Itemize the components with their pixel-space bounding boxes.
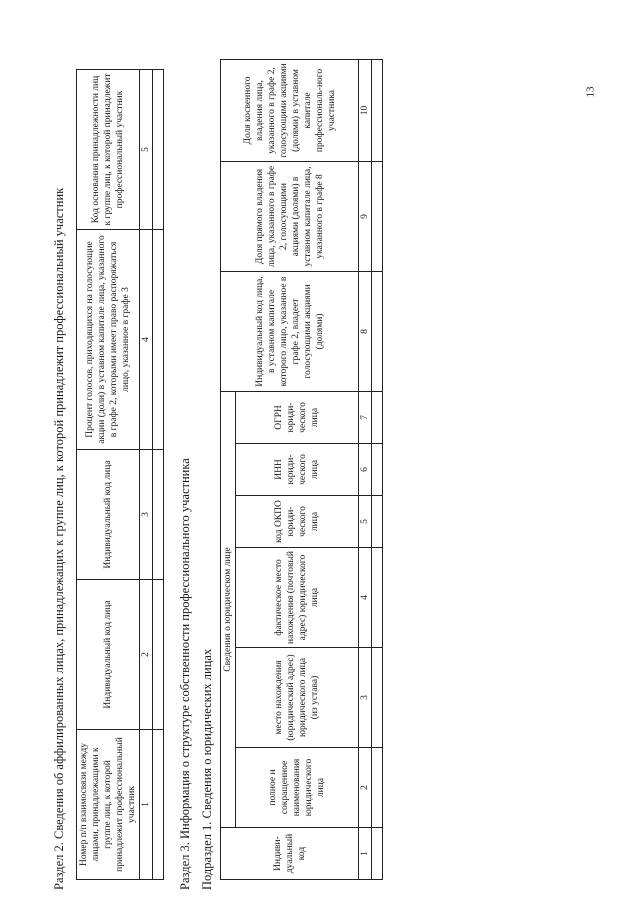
s3-header-col4: фактическое место нахождения (почтовый адрес) юридического лица: [236, 548, 359, 648]
s3-num-7: 7: [359, 391, 372, 443]
subsection1-title: Подраздел 1. Сведения о юридических лицах: [200, 648, 214, 890]
s2-num-5: 5: [140, 70, 153, 230]
section3-empty-row: [372, 59, 383, 879]
s3-empty-cell: [372, 548, 383, 648]
s2-header-5: Код основания принадлежности лиц к группе лиц, к которой принадлежит профессиональный участник: [77, 70, 140, 230]
s2-empty-cell: [153, 580, 164, 730]
s3-empty-cell: [372, 59, 383, 161]
rotated-page-content: [20, 10, 620, 890]
s3-empty-cell: [372, 748, 383, 828]
s3-empty-cell: [372, 271, 383, 391]
s3-header-col7: ОГРН юриди-ческого лица: [236, 391, 359, 443]
s2-empty-cell: [153, 730, 164, 880]
s2-empty-cell: [153, 230, 164, 450]
s3-header-col10: Доля косвенного владения лица, указанного в графе 2, голосующими акциями (долями) в уставном капитале профессиональ-ного участника: [221, 59, 359, 161]
s3-num-5: 5: [359, 496, 372, 548]
section2-empty-row: [153, 70, 164, 880]
s2-header-1: Номер п/п взаимосвязи между лицами, принадлежащими к группе лиц, к которой принадлежит профессиональный участник: [77, 730, 140, 880]
s3-empty-cell: [372, 391, 383, 443]
s2-num-1: 1: [140, 730, 153, 880]
section3-table: [220, 59, 383, 880]
section2-table: [76, 69, 164, 880]
s3-num-4: 4: [359, 548, 372, 648]
s3-empty-cell: [372, 828, 383, 880]
s2-empty-cell: [153, 70, 164, 230]
s3-header-col8: Индивидуальный код лица, в уставном капитале которого лицо, указанное в графе 2, владеет голосующими акциями (долями): [221, 271, 359, 391]
s3-header-col9: Доля прямого владения лица, указанного в графе 2, голосующими акциями (долями) в уставном капитале лица, указанного в графе 8: [221, 161, 359, 271]
s3-header-col2: полное и сокращенное наименования юридического лица: [236, 748, 359, 828]
s3-header-col6: ИНН юриди-ческого лица: [236, 444, 359, 496]
s3-num-9: 9: [359, 161, 372, 271]
s2-num-2: 2: [140, 580, 153, 730]
page-number: 13: [584, 86, 597, 98]
section3-number-row: [359, 59, 372, 879]
s2-empty-cell: [153, 450, 164, 580]
section2-title: Раздел 2. Сведения об аффилированных лицах, принадлежащих к группе лиц, к которой принадлежит профессиональный участник: [52, 187, 66, 890]
section2-header-row: [77, 70, 140, 880]
s3-num-8: 8: [359, 271, 372, 391]
s3-empty-cell: [372, 444, 383, 496]
s3-group-header: Сведения о юридическом лице: [221, 391, 236, 827]
s3-empty-cell: [372, 648, 383, 748]
section3-group-header-row: [221, 59, 236, 879]
s3-num-3: 3: [359, 648, 372, 748]
s2-header-4: Процент голосов, приходящихся на голосующие акции (доли) в уставном капитале лица, указанного в графе 2, которыми имеет право распоряжаться лицо, указанное в графе 3: [77, 230, 140, 450]
s3-header-col5: код ОКПО юриди-ческого лица: [236, 496, 359, 548]
s3-header-individual-code: Индиви-дуальный код: [221, 828, 359, 880]
s3-num-1: 1: [359, 828, 372, 880]
s3-num-6: 6: [359, 444, 372, 496]
s3-num-2: 2: [359, 748, 372, 828]
section2-number-row: [140, 70, 153, 880]
s3-num-10: 10: [359, 59, 372, 161]
s2-header-3: Индивидуальный код лица: [77, 450, 140, 580]
s2-num-4: 4: [140, 230, 153, 450]
s2-num-3: 3: [140, 450, 153, 580]
s2-header-2: Индивидуальный код лица: [77, 580, 140, 730]
s3-empty-cell: [372, 161, 383, 271]
s3-header-col3: место нахождения (юридический адрес) юридического лица (из устава): [236, 648, 359, 748]
section3-title: Раздел 3. Информация о структуре собственности профессионального участника: [178, 458, 192, 890]
s3-empty-cell: [372, 496, 383, 548]
